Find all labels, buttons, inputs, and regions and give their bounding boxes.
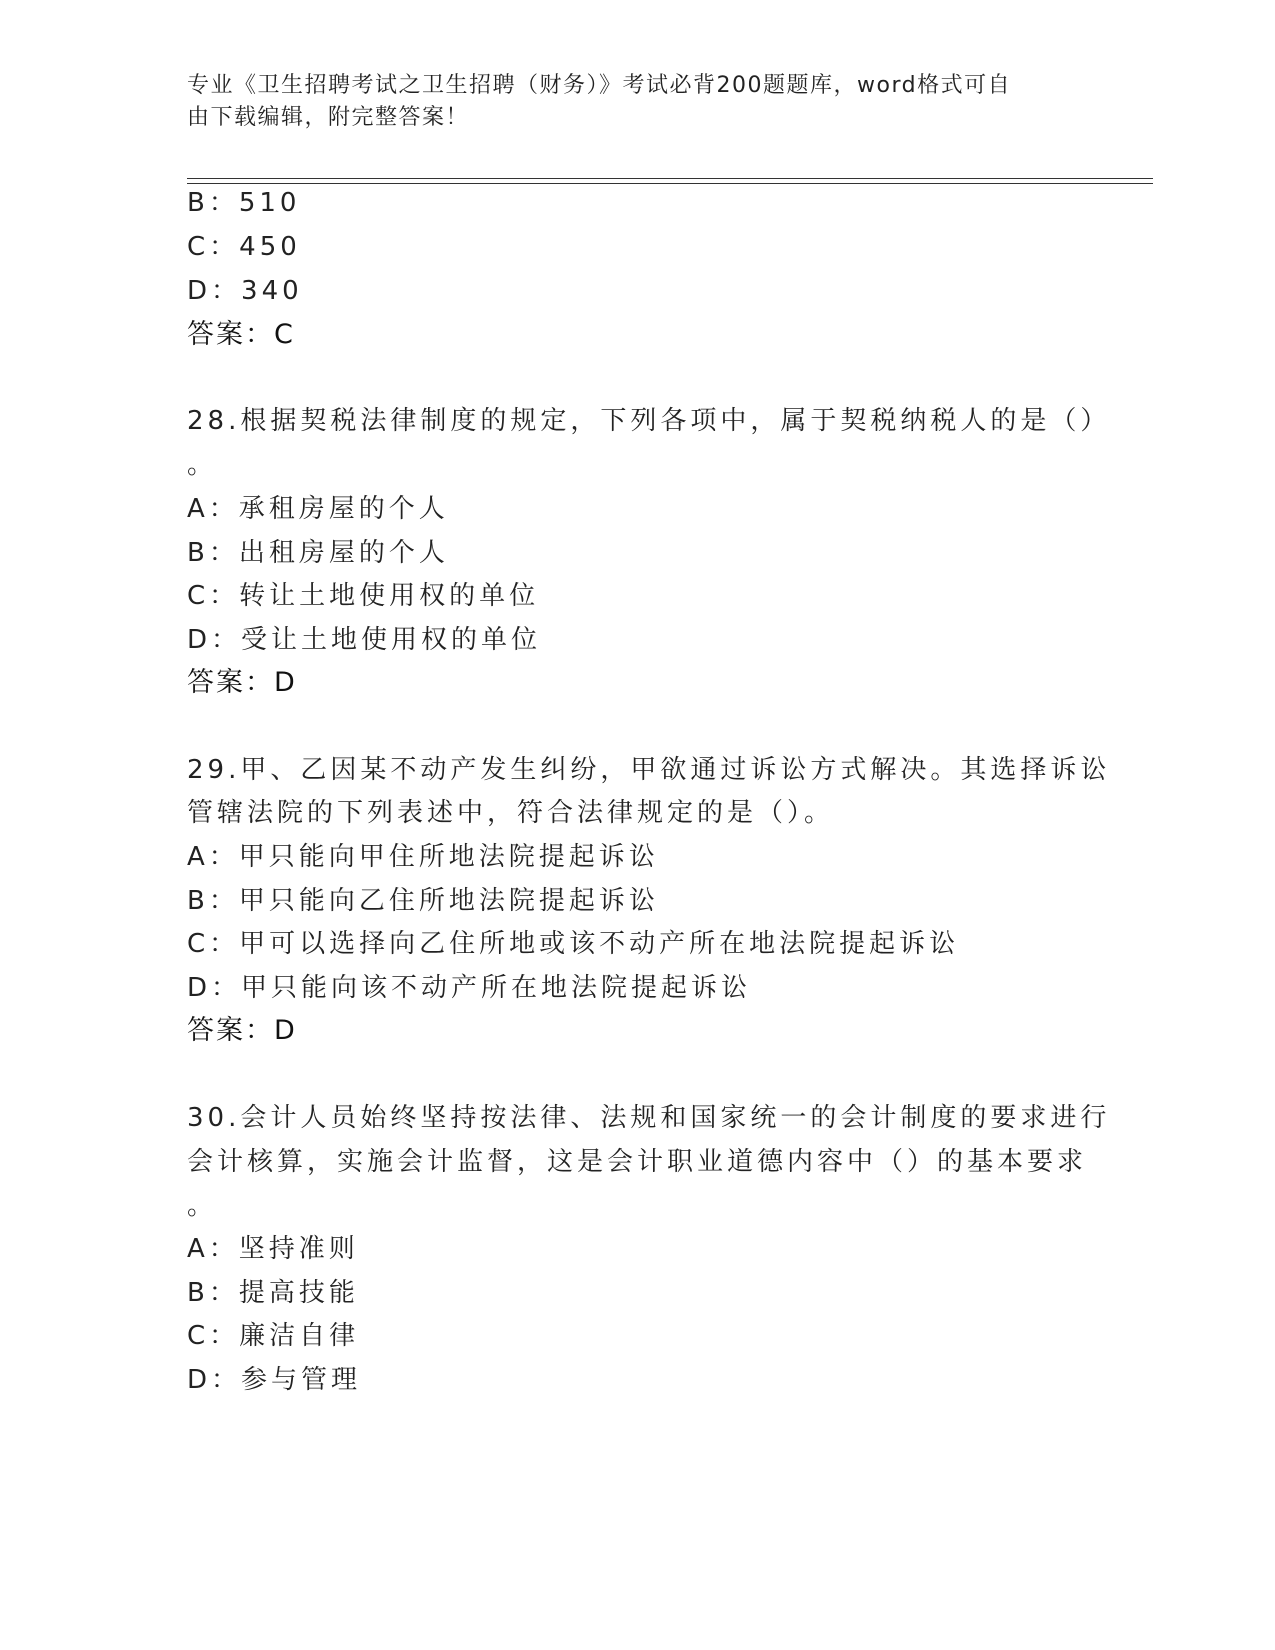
q27-option-d: D：340 bbox=[187, 276, 303, 306]
q29-option-c: C：甲可以选择向乙住所地或该不动产所在地法院提起诉讼 bbox=[187, 929, 960, 959]
q29-stem-line-1: 29.甲、乙因某不动产发生纠纷，甲欲通过诉讼方式解决。其选择诉讼 bbox=[187, 755, 1111, 785]
q29-option-a: A：甲只能向甲住所地法院提起诉讼 bbox=[187, 842, 659, 872]
q28-option-b: B：出租房屋的个人 bbox=[187, 538, 449, 568]
q30-stem-line-1: 30.会计人员始终坚持按法律、法规和国家统一的会计制度的要求进行 bbox=[187, 1103, 1111, 1133]
q29-stem-line-2: 管辖法院的下列表述中，符合法律规定的是（）。 bbox=[187, 798, 835, 828]
header-title-line-1: 专业《卫生招聘考试之卫生招聘（财务）》考试必背200题题库，word格式可自 bbox=[187, 73, 1012, 98]
q27-option-b: B：510 bbox=[187, 188, 301, 218]
q30-stem-line-3: 。 bbox=[187, 1191, 218, 1221]
q30-stem-line-2: 会计核算，实施会计监督，这是会计职业道德内容中（）的基本要求 bbox=[187, 1147, 1088, 1177]
q30-option-b: B：提高技能 bbox=[187, 1278, 359, 1308]
q28-stem-line-2: 。 bbox=[187, 450, 218, 480]
q30-option-d: D：参与管理 bbox=[187, 1365, 362, 1395]
q30-option-a: A：坚持准则 bbox=[187, 1234, 359, 1264]
q28-answer: 答案：D bbox=[187, 667, 297, 698]
q28-option-d: D：受让土地使用权的单位 bbox=[187, 625, 542, 655]
q30-option-c: C：廉洁自律 bbox=[187, 1321, 360, 1351]
page-bottom-margin bbox=[0, 1500, 1275, 1650]
header-divider-bottom bbox=[187, 183, 1153, 184]
q28-option-a: A：承租房屋的个人 bbox=[187, 494, 449, 524]
document-header bbox=[187, 70, 1067, 134]
header-divider-top bbox=[187, 178, 1153, 179]
q28-stem-line-1: 28.根据契税法律制度的规定，下列各项中，属于契税纳税人的是（） bbox=[187, 406, 1111, 436]
q29-option-d: D：甲只能向该不动产所在地法院提起诉讼 bbox=[187, 973, 752, 1003]
q27-option-c: C：450 bbox=[187, 232, 301, 262]
q29-answer: 答案：D bbox=[187, 1015, 297, 1046]
q29-option-b: B：甲只能向乙住所地法院提起诉讼 bbox=[187, 886, 659, 916]
q28-option-c: C：转让土地使用权的单位 bbox=[187, 581, 540, 611]
q27-answer: 答案：C bbox=[187, 319, 295, 350]
header-title-line-2: 由下载编辑，附完整答案！ bbox=[187, 105, 470, 130]
